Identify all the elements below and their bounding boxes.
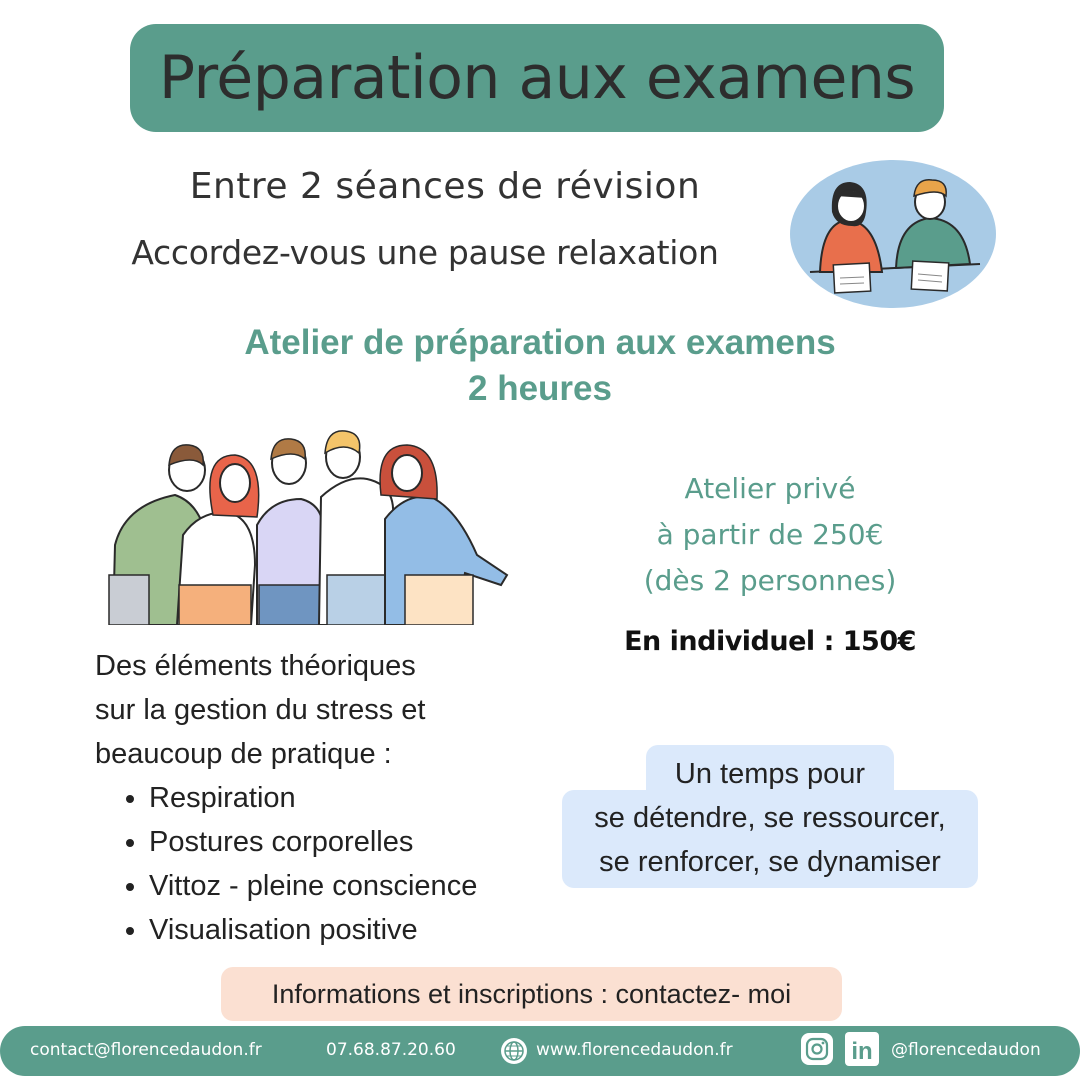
footer-bar	[0, 1026, 1080, 1076]
description-line: Des éléments théoriques	[95, 650, 416, 682]
group-illustration	[105, 425, 515, 625]
pricing-line-2: à partir de 250€	[656, 518, 884, 551]
linkedin-glyph: in	[851, 1038, 873, 1065]
footer-handle[interactable]: @florencedaudon	[891, 1040, 1041, 1060]
workshop-title: Atelier de préparation aux examens	[244, 323, 836, 362]
intro-line-2: Accordez-vous une pause relaxation	[131, 233, 719, 272]
practice-item: • Postures corporelles	[149, 820, 565, 864]
description-line: sur la gestion du stress et	[95, 694, 426, 726]
practice-list	[95, 776, 565, 952]
globe-icon	[500, 1037, 528, 1065]
content-description	[95, 644, 565, 952]
workshop-duration: 2 heures	[468, 369, 612, 408]
linkedin-icon[interactable]	[844, 1031, 880, 1067]
practice-item: • Vittoz - pleine conscience	[149, 864, 565, 908]
individual-price: En individuel : 150€	[624, 626, 916, 657]
pricing-line-1: Atelier privé	[684, 472, 856, 505]
benefits-line: se renforcer, se dynamiser	[599, 846, 941, 878]
page-title: Préparation aux examens	[158, 43, 916, 113]
title-banner	[130, 24, 944, 132]
benefits-line: se détendre, se ressourcer,	[594, 802, 946, 834]
workshop-heading	[150, 320, 930, 412]
contact-cta[interactable]: Informations et inscriptions : contactez- moi	[221, 967, 842, 1021]
students-illustration	[790, 160, 996, 308]
footer-phone[interactable]: 07.68.87.20.60	[326, 1040, 456, 1060]
practice-item: • Visualisation positive	[149, 908, 565, 952]
footer-email[interactable]: contact@florencedaudon.fr	[30, 1040, 262, 1060]
instagram-icon[interactable]	[800, 1032, 834, 1066]
practice-item: • Respiration	[149, 776, 565, 820]
intro-line-1: Entre 2 séances de révision	[189, 166, 701, 207]
footer-website[interactable]: www.florencedaudon.fr	[536, 1040, 733, 1060]
benefits-text	[562, 752, 978, 884]
description-line: beaucoup de pratique :	[95, 738, 392, 770]
pricing-block	[600, 466, 940, 604]
benefits-line: Un temps pour	[674, 758, 866, 790]
pricing-line-3: (dès 2 personnes)	[643, 564, 897, 597]
